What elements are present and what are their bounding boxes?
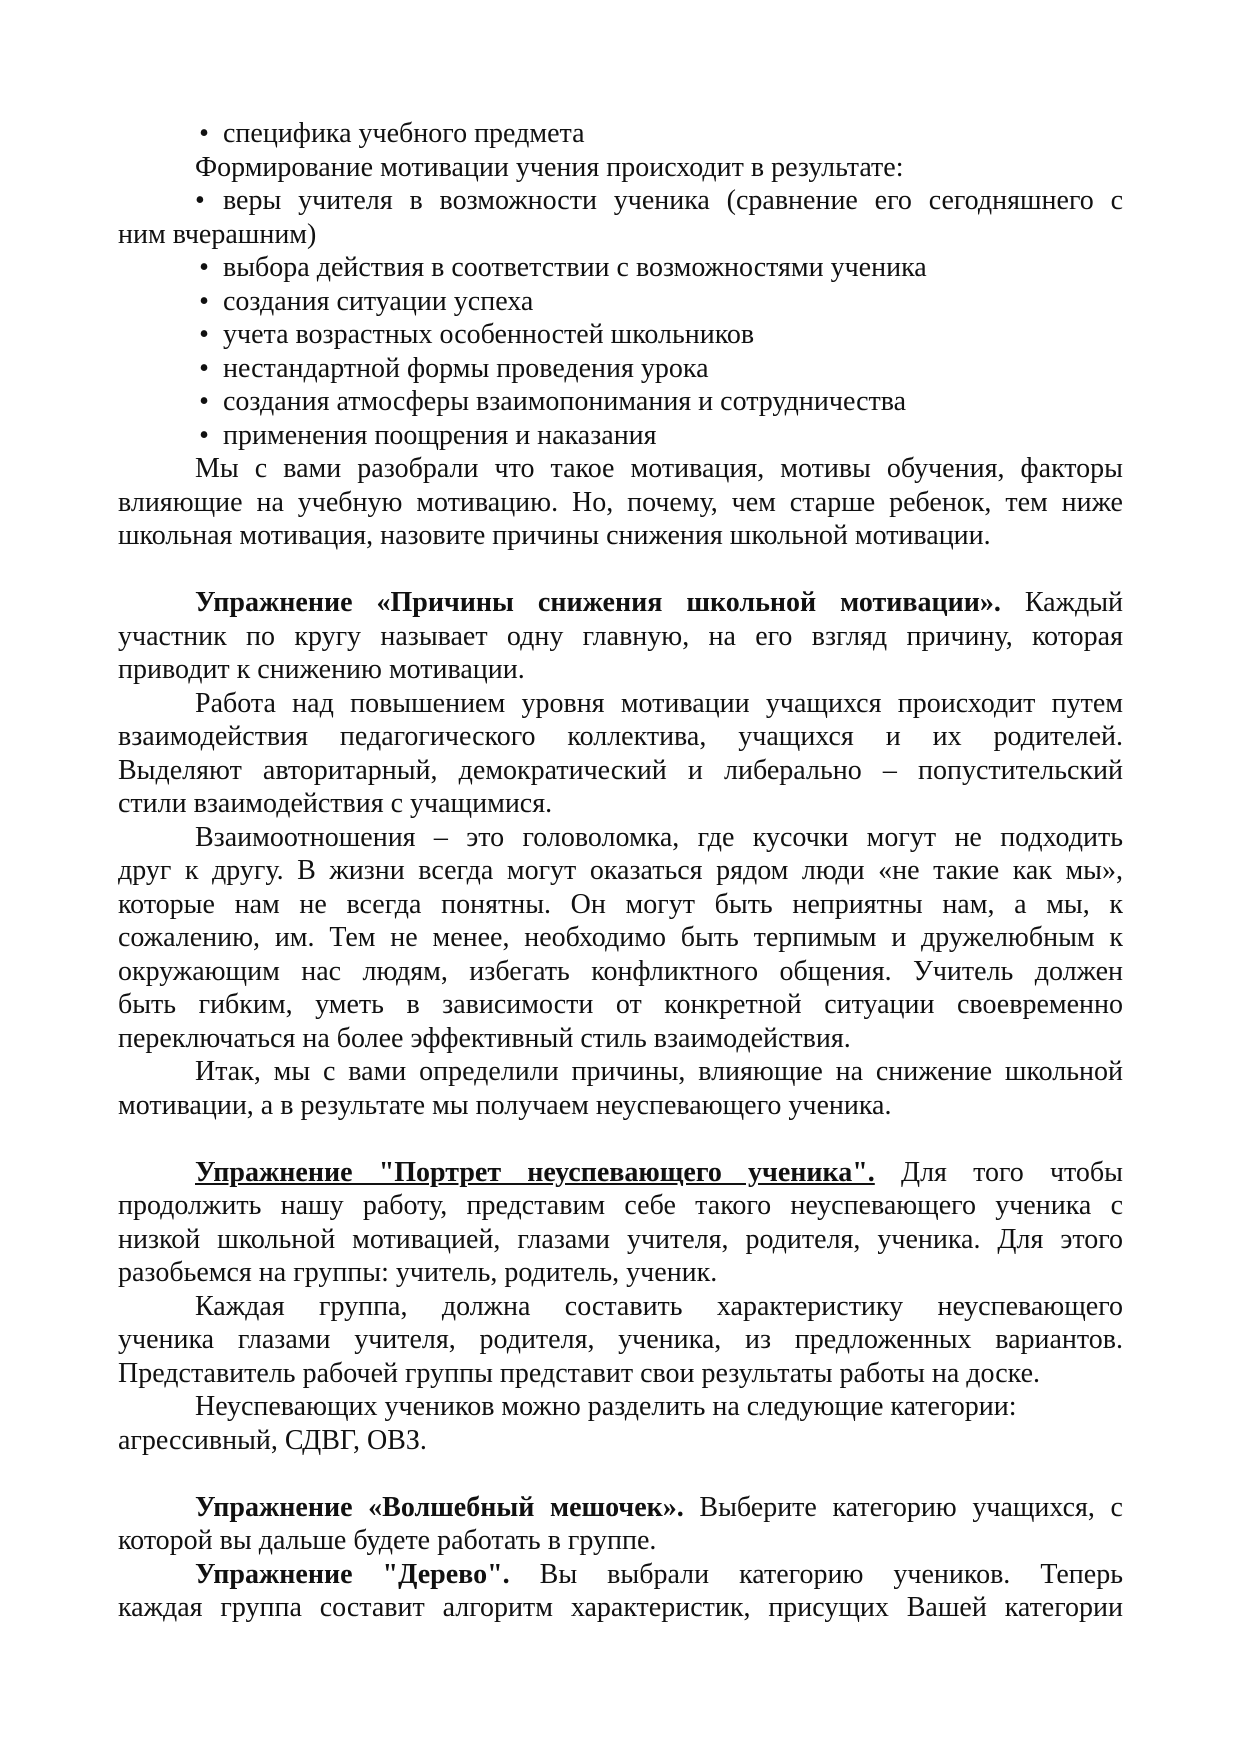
bullet-icon: •	[199, 419, 209, 451]
paragraph-line: окружающим нас людям, избегать конфликтного общения. Учитель должен	[118, 955, 1123, 987]
paragraph-line: Неуспевающих учеников можно разделить на следующие категории:	[195, 1391, 1017, 1422]
paragraph-line: Мы с вами разобрали что такое мотивация, мотивы обучения, факторы	[195, 453, 1123, 484]
paragraph-motivation-formation: Формирование мотивации учения происходит в результате:	[195, 151, 904, 183]
paragraph-line: приводит к снижению мотивации.	[118, 654, 525, 685]
bullet-icon: •	[195, 185, 205, 216]
paragraph-line: быть гибким, уметь в зависимости от конкретной ситуации своевременно	[118, 989, 1123, 1020]
paragraph-line: низкой школьной мотивацией, глазами учителя, родителя, ученика. Для этого	[118, 1223, 1123, 1255]
bullet-icon: •	[199, 118, 209, 149]
paragraph-line: взаимодействия педагогического коллектива, учащихся и их родителей.	[118, 721, 1123, 752]
exercise-magic-bag-heading: Упражнение «Волшебный мешочек». Выберите категорию учащихся, с	[195, 1491, 1123, 1523]
paragraph-line: разобьемся на группы: учитель, родитель, ученик.	[118, 1257, 718, 1288]
list-item-nonstandard-lesson: • нестандартной формы проведения урока	[118, 352, 1123, 386]
paragraph-line: школьная мотивация, назовите причины снижения школьной мотивации.	[118, 520, 991, 551]
blank-line	[118, 1457, 1123, 1491]
paragraph-line: агрессивный, СДВГ, ОВЗ.	[118, 1424, 427, 1456]
paragraph-line: Работа над повышением уровня мотивации учащихся происходит путем	[195, 687, 1123, 719]
list-item-rewards-punishment: • применения поощрения и наказания	[118, 419, 1123, 453]
list-item-teacher-belief-cont: ним вчерашним)	[118, 218, 317, 250]
bullet-icon: •	[199, 386, 209, 417]
paragraph-line: Итак, мы с вами определили причины, влияющие на снижение школьной	[195, 1056, 1123, 1087]
bullet-icon: •	[199, 319, 209, 350]
paragraph-line: ученика глазами учителя, родителя, ученика, из предложенных вариантов.	[118, 1324, 1123, 1355]
paragraph-line: которой вы дальше будете работать в группе.	[118, 1525, 657, 1556]
document-page	[118, 117, 1123, 1625]
exercise-title: Упражнение "Портрет неуспевающего ученика".	[195, 1156, 875, 1188]
paragraph-line: каждая группа составит алгоритм характеристик, присущих Вашей категории	[118, 1592, 1123, 1623]
paragraph-line: Каждая группа, должна составить характеристику неуспевающего	[195, 1290, 1123, 1322]
exercise-reasons-heading: Упражнение «Причины снижения школьной мотивации». Каждый	[195, 587, 1123, 618]
exercise-tree-heading: Упражнение "Дерево". Вы выбрали категорию учеников. Теперь	[195, 1558, 1123, 1590]
exercise-title: Упражнение «Волшебный мешочек».	[195, 1491, 684, 1523]
paragraph-line: Взаимоотношения – это головоломка, где кусочки могут не подходить	[195, 821, 1123, 853]
paragraph-line: переключаться на более эффективный стиль взаимодействия.	[118, 1022, 851, 1054]
paragraph-line: которые нам не всегда понятны. Он могут быть неприятны нам, а мы, к	[118, 888, 1123, 920]
exercise-portrait-heading: Упражнение "Портрет неуспевающего ученика". Для того чтобы	[195, 1156, 1123, 1188]
bullet-icon: •	[199, 352, 209, 384]
bullet-icon: •	[199, 252, 209, 283]
blank-line	[118, 553, 1123, 587]
exercise-title: Упражнение «Причины снижения школьной мотивации».	[195, 587, 1001, 618]
paragraph-line: продолжить нашу работу, представим себе такого неуспевающего ученика с	[118, 1190, 1123, 1221]
paragraph-line: участник по кругу называет одну главную, на его взгляд причину, которая	[118, 620, 1123, 652]
list-item-atmosphere: • создания атмосферы взаимопонимания и сотрудничества	[118, 385, 1123, 419]
bullet-item-subject-specifics: • специфика учебного предмета	[118, 117, 1123, 151]
list-item-situation-of-success: • создания ситуации успеха	[118, 285, 1123, 319]
bullet-icon: •	[199, 285, 209, 317]
blank-line	[118, 1122, 1123, 1156]
paragraph-line: влияющие на учебную мотивацию. Но, почему, чем старше ребенок, тем ниже	[118, 486, 1123, 518]
paragraph-line: стили взаимодействия с учащимися.	[118, 788, 553, 819]
paragraph-line: друг к другу. В жизни всегда могут оказаться рядом люди «не такие как мы»,	[118, 855, 1123, 886]
list-item-age-features: • учета возрастных особенностей школьников	[118, 318, 1123, 352]
paragraph-line: мотивации, а в результате мы получаем неуспевающего ученика.	[118, 1089, 892, 1121]
exercise-title: Упражнение "Дерево".	[195, 1558, 510, 1590]
list-item-choice-of-action: • выбора действия в соответствии с возможностями ученика	[118, 251, 1123, 285]
paragraph-line: сожалению, им. Тем не менее, необходимо быть терпимым и дружелюбным к	[118, 922, 1123, 953]
list-item-teacher-belief: • веры учителя в возможности ученика (сравнение его сегодняшнего с	[195, 185, 1123, 216]
paragraph-line: Выделяют авторитарный, демократический и либерально – попустительский	[118, 754, 1123, 786]
paragraph-line: Представитель рабочей группы представит свои результаты работы на доске.	[118, 1357, 1041, 1389]
